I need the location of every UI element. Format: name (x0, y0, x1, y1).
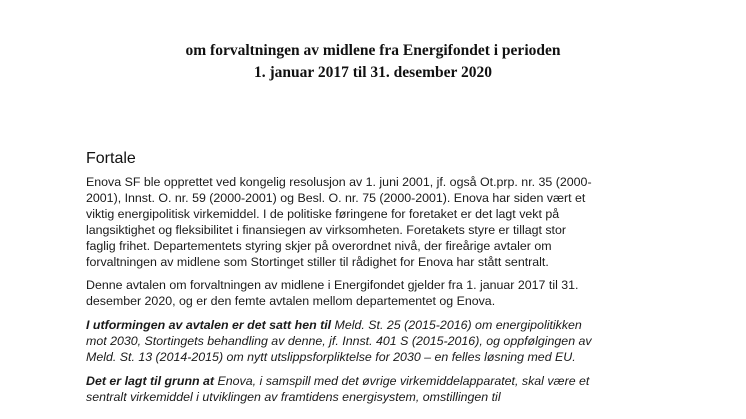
paragraph-line: Meld. St. 13 (2014-2015) om nytt utslippsforpliktelse for 2030 – en felles løsning med EU. (86, 350, 576, 365)
paragraph-line: faglig frihet. Departementets styring skjer på overordnet nivå, der fireårige avtaler om (86, 238, 552, 253)
paragraph-line: Denne avtalen om forvaltningen av midlene i Energifondet gjelder fra 1. januar 2017 til 31. (86, 278, 579, 293)
paragraph-3 (86, 318, 686, 366)
paragraph-line: mot 2030, Stortingets behandling av denne, jf. Innst. 401 S (2015-2016), og oppfølgingen av (86, 334, 592, 349)
paragraph-line (86, 318, 686, 334)
paragraph-line (86, 374, 686, 390)
paragraph-line: viktig energipolitisk virkemiddel. I de politiske føringene for foretaket er det lagt vekt på (86, 206, 560, 221)
paragraph-line: 2001), Innst. O. nr. 59 (2000-2001) og Besl. O. nr. 75 (2000-2001). Enova har siden vært et (86, 190, 586, 205)
paragraph-line: sentralt virkemiddel i utviklingen av framtidens energisystem, omstillingen til (86, 389, 501, 404)
title-line-2: 1. januar 2017 til 31. desember 2020 (254, 64, 492, 81)
title-line-1: om forvaltningen av midlene fra Energifondet i perioden (185, 42, 561, 59)
document-title (0, 40, 746, 84)
paragraph-line: Enova SF ble opprettet ved kongelig resolusjon av 1. juni 2001, jf. også Ot.prp. nr. 35 (2000- (86, 175, 592, 189)
line-rest: Enova, i samspill med det øvrige virkemiddelapparatet, skal være et (214, 373, 590, 388)
paragraph-line: desember 2020, og er den femte avtalen mellom departementet og Enova. (86, 294, 496, 309)
paragraph-line: langsiktighet og fleksibilitet i finansiegen av virksomheten. Foretakets styre er tillagt stor (86, 222, 567, 237)
line-rest: Meld. St. 25 (2015-2016) om energipolitikken (331, 318, 582, 333)
bold-lead: Det er lagt til grunn at (86, 373, 215, 388)
paragraph-2 (86, 278, 686, 310)
paragraph-1 (86, 175, 686, 270)
document-body (86, 175, 686, 414)
bold-lead: I utformingen av avtalen er det satt hen til (86, 318, 332, 333)
paragraph-line: forvaltningen av midlene som Stortinget stiller til rådighet for Enova har stått sentralt. (86, 254, 549, 269)
paragraph-4 (86, 374, 686, 406)
section-heading: Fortale (86, 150, 136, 167)
